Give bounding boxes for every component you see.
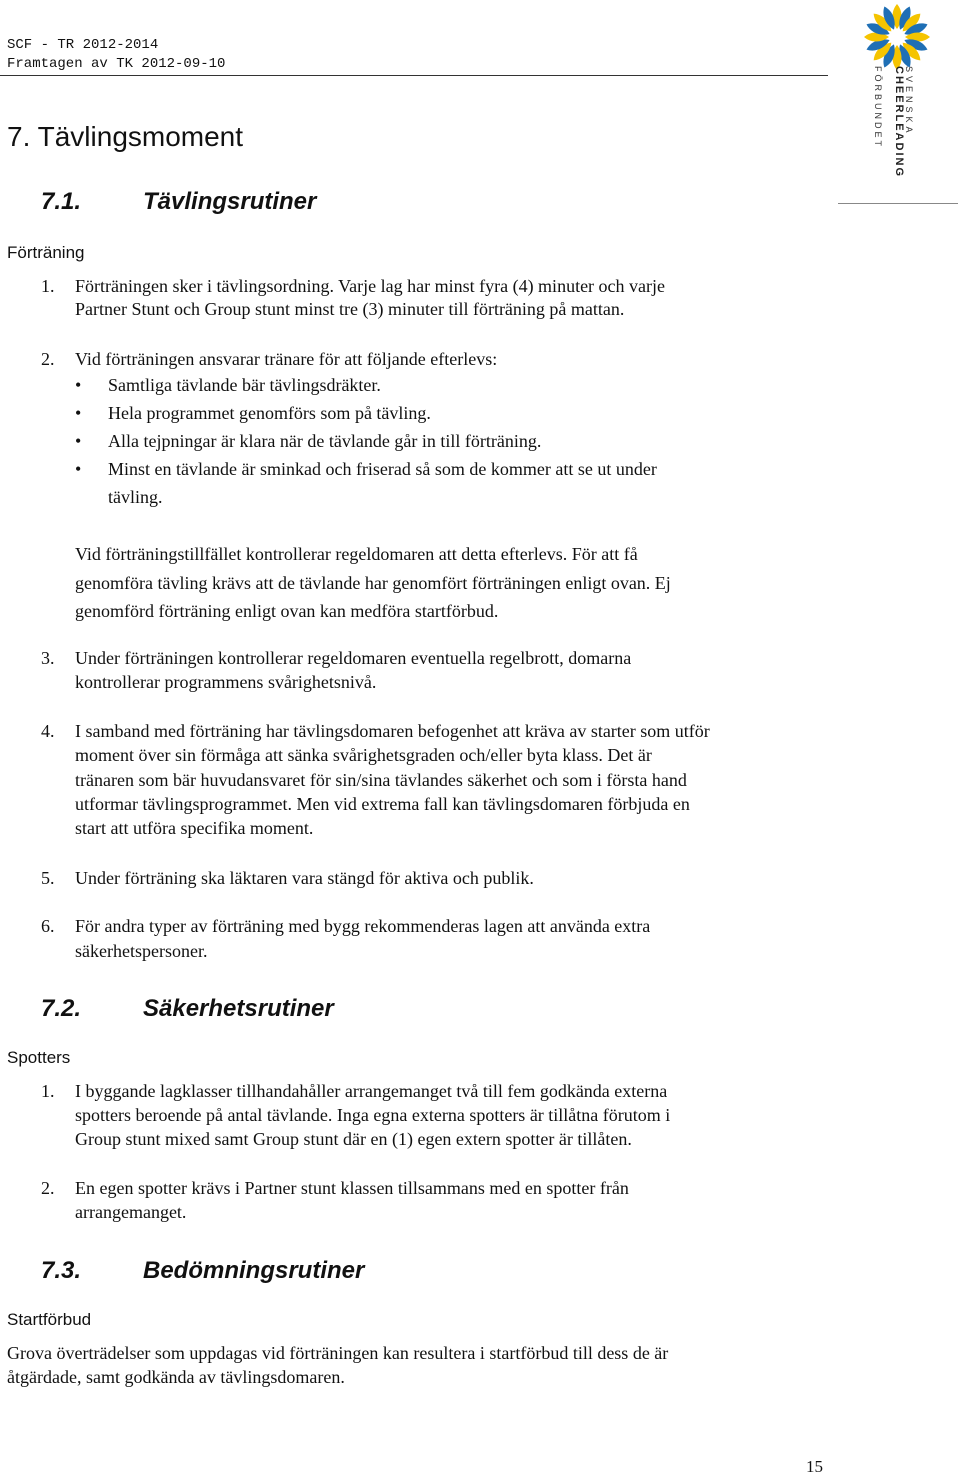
list-item-line: arrangemanget. — [75, 1202, 187, 1222]
list-item-line: moment över sin förmåga att sänka svårighetsgraden och/eller byta klass. Det är — [75, 745, 652, 765]
bullet-icon: • — [75, 431, 82, 451]
bullet-item: Alla tejpningar är klara när de tävlande går in till förträning. — [108, 431, 542, 451]
paragraph-line: Grova överträdelser som uppdagas vid förträningen kan resultera i startförbud till dess de är — [7, 1343, 669, 1363]
list-item-line: Partner Stunt och Group stunt minst tre (3) minuter till förträning på mattan. — [75, 299, 625, 319]
paragraph-line: genomförd förträning enligt ovan kan medföra startförbud. — [75, 601, 499, 621]
subheading: Förträning — [7, 243, 85, 262]
section-number: 7.2. — [41, 995, 82, 1022]
list-item-line: tränaren som bär huvudansvaret för sin/sina tävlandes säkerhet och som i första hand — [75, 770, 687, 790]
list-item-line: Förträningen sker i tävlingsordning. Varje lag har minst fyra (4) minuter och varje — [75, 276, 666, 296]
document-id: SCF - TR 2012-2014 — [7, 37, 159, 53]
section-number: 7.3. — [41, 1257, 82, 1284]
bullet-item: Hela programmet genomförs som på tävling. — [108, 403, 431, 423]
list-number: 1. — [41, 276, 55, 296]
list-number: 2. — [41, 1178, 55, 1198]
logo-line-1: SVENSKA — [904, 66, 914, 137]
logo-line-2: CHEERLEADING — [893, 66, 905, 179]
list-item-line: spotters beroende på antal tävlande. Inga egna externa spotters är tillåtna förutom i — [75, 1105, 671, 1125]
list-item-line: En egen spotter krävs i Partner stunt klassen tillsammans med en spotter från — [75, 1178, 629, 1198]
list-item-line: start att utföra specifika moment. — [75, 818, 314, 838]
logo-rule — [838, 203, 958, 204]
section-title: Bedömningsrutiner — [143, 1257, 365, 1284]
list-item-line: För andra typer av förträning med bygg rekommenderas lagen att använda extra — [75, 916, 651, 936]
list-item-line: I byggande lagklasser tillhandahåller arrangemanget två till fem godkända externa — [75, 1081, 668, 1101]
list-item-line: Under förträning ska läktaren vara stängd för aktiva och publik. — [75, 868, 534, 888]
bullet-item: Samtliga tävlande bär tävlingsdräkter. — [108, 375, 381, 395]
logo-emblem — [862, 2, 932, 72]
page-number: 15 — [806, 1457, 823, 1476]
list-item-line: utformar tävlingsprogrammet. Men vid extrema fall kan tävlingsdomaren förbjuda en — [75, 794, 690, 814]
list-item-line: Under förträningen kontrollerar regeldomaren eventuella regelbrott, domarna — [75, 648, 632, 668]
list-number: 4. — [41, 721, 55, 741]
paragraph-line: åtgärdade, samt godkända av tävlingsdomaren. — [7, 1367, 345, 1387]
list-item-line: Group stunt mixed samt Group stunt där en (1) egen extern spotter är tillåten. — [75, 1129, 632, 1149]
list-number: 3. — [41, 648, 55, 668]
paragraph-line: Vid förträningstillfället kontrollerar regeldomaren att detta efterlevs. För att få — [75, 544, 638, 564]
list-number: 1. — [41, 1081, 55, 1101]
list-item-line: kontrollerar programmens svårighetsnivå. — [75, 672, 377, 692]
bullet-icon: • — [75, 459, 82, 479]
list-number: 6. — [41, 916, 55, 936]
list-item-line: säkerhetspersoner. — [75, 941, 208, 961]
list-item-line: I samband med förträning har tävlingsdomaren befogenhet att kräva av starter som utför — [75, 721, 710, 741]
sunburst-icon — [862, 2, 932, 72]
paragraph-line: genomföra tävling krävs att de tävlande har genomfört förträningen enligt ovan. Ej — [75, 573, 671, 593]
logo-wordmark — [868, 66, 948, 202]
produced-by: Framtagen av TK 2012-09-10 — [7, 56, 226, 72]
section-number: 7.1. — [41, 188, 82, 215]
subheading: Startförbud — [7, 1310, 92, 1329]
subheading: Spotters — [7, 1048, 71, 1067]
bullet-icon: • — [75, 403, 82, 423]
header-rule — [0, 75, 828, 76]
list-number: 2. — [41, 349, 55, 369]
list-number: 5. — [41, 868, 55, 888]
section-title: Tävlingsrutiner — [143, 188, 317, 215]
logo-line-3: FÖRBUNDET — [873, 66, 883, 149]
page-title: 7. Tävlingsmoment — [7, 121, 244, 152]
bullet-item: tävling. — [108, 487, 163, 507]
section-title: Säkerhetsrutiner — [143, 995, 334, 1022]
list-item-line: Vid förträningen ansvarar tränare för att följande efterlevs: — [75, 349, 498, 369]
bullet-item: Minst en tävlande är sminkad och friserad så som de kommer att se ut under — [108, 459, 657, 479]
bullet-icon: • — [75, 375, 82, 395]
